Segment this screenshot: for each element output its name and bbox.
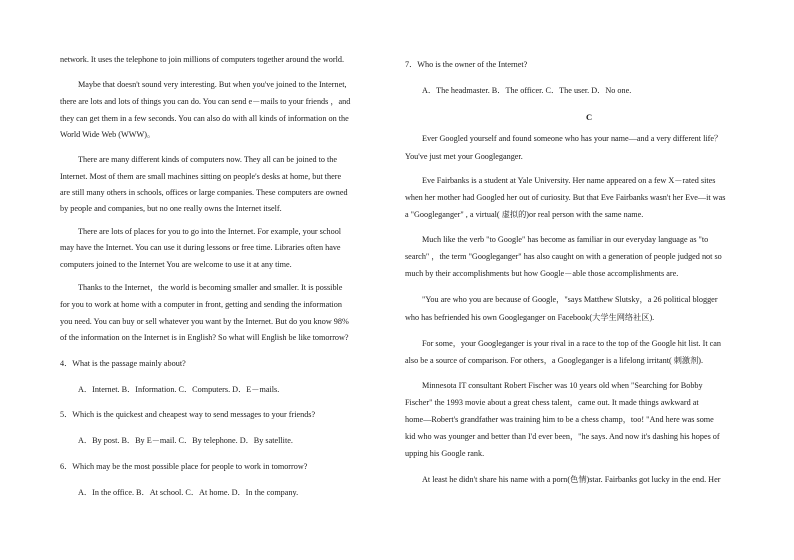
passage-line: by people and companies, but no one really owns the Internet itself. bbox=[60, 204, 282, 213]
passage-line: for you to work at home with a computer in front, getting and sending the information bbox=[60, 300, 342, 309]
question-6: 6．Which may be the most possible place for people to work in tomorrow? bbox=[60, 462, 308, 471]
passage-line: Ever Googled yourself and found someone who has your name—and a very different life？ bbox=[422, 134, 723, 143]
passage-line: Internet. Most of them are small machines sitting on people's desks at home, but there bbox=[60, 172, 342, 181]
question-7-options: A．The headmaster. B．The officer. C．The user. D．No one. bbox=[422, 86, 632, 95]
passage-line: when her mother had Googled her out of curiosity. But that Eve Fairbanks wasn't her Eve—it was bbox=[405, 193, 726, 202]
passage-line: much by their accomplishments but how Google－able those accomplishments are. bbox=[405, 269, 679, 278]
passage-line: search" ，the term "Googleganger" has also caught on with a generation of people judged not so bbox=[405, 252, 722, 261]
passage-line: upping his Google rank. bbox=[405, 449, 485, 458]
question-6-options: A．In the office. B．At school. C．At home. D．In the company. bbox=[78, 488, 299, 497]
passage-line: Fischer" the 1993 movie about a great chess talent，came out. It made things awkward at bbox=[405, 398, 699, 407]
passage-line: There are many different kinds of computers now. They all can be joined to the bbox=[78, 155, 338, 164]
question-5-options: A．By post. B．By E－mail. C．By telephone. D．By satellite. bbox=[78, 436, 293, 445]
passage-line: network. It uses the telephone to join millions of computers together around the world. bbox=[60, 55, 344, 64]
passage-line: a "Googleganger" , a virtual( 虚拟的)or real person with the same name. bbox=[405, 210, 644, 219]
passage-line: You've just met your Googleganger. bbox=[405, 152, 523, 161]
question-4: 4．What is the passage mainly about? bbox=[60, 359, 186, 368]
passage-line: also be a source of comparison. For others，a Googleganger is a lifelong irritant( 刺激剂). bbox=[405, 356, 704, 365]
passage-line: home—Robert's grandfather was training him to be a chess champ，too! "And here was some bbox=[405, 415, 714, 424]
passage-line: may have the Internet. You can use it during lessons or free time. Libraries often have bbox=[60, 243, 341, 252]
passage-line: Much like the verb "to Google" has become as familiar in our everyday language as "to bbox=[422, 235, 709, 244]
passage-line: you need. You can buy or sell whatever you want by the Internet. But do you know 98% bbox=[60, 317, 349, 326]
passage-line: Thanks to the Internet，the world is becoming smaller and smaller. It is possible bbox=[78, 283, 343, 292]
passage-line: There are lots of places for you to go into the Internet. For example, your school bbox=[78, 227, 342, 236]
passage-line: "You are who you are because of Google，"says Matthew Slutsky，a 26 political blogger bbox=[422, 295, 718, 304]
passage-line: For some，your Googleganger is your rival in a race to the top of the Google hit list. It can bbox=[422, 339, 721, 348]
passage-line: At least he didn't share his name with a porn(色情)star. Fairbanks got lucky in the end. Her bbox=[422, 475, 721, 484]
passage-line: there are lots and lots of things you can do. You can send e－mails to your friends ，and bbox=[60, 97, 351, 106]
passage-line: are still many others in schools, offices or large companies. These computers are owned bbox=[60, 188, 348, 197]
passage-line: who has befriended his own Googleganger on Facebook(大学生网络社区). bbox=[405, 313, 655, 322]
question-5: 5．Which is the quickest and cheapest way to send messages to your friends? bbox=[60, 410, 316, 419]
section-letter: C bbox=[586, 112, 593, 122]
question-4-options: A．Internet. B．Information. C．Computers. D．E－mails. bbox=[78, 385, 280, 394]
passage-line: Eve Fairbanks is a student at Yale University. Her name appeared on a few X－rated sites bbox=[422, 176, 716, 185]
passage-line: Maybe that doesn't sound very interesting. But when you've joined to the Internet, bbox=[78, 80, 347, 89]
passage-line: computers joined to the Internet You are welcome to use it at any time. bbox=[60, 260, 292, 269]
passage-line: kid who was younger and better than I'd ever been，"he says. And now it's dashing his hopes of bbox=[405, 432, 720, 441]
passage-line: they can get them in a few seconds. You can also do with all kinds of information on the bbox=[60, 114, 349, 123]
question-7: 7．Who is the owner of the Internet? bbox=[405, 60, 528, 69]
passage-line: of the information on the Internet is in English? So what will English be like tomorrow? bbox=[60, 333, 349, 342]
passage-line: World Wide Web (WWW)。 bbox=[60, 130, 156, 139]
passage-line: Minnesota IT consultant Robert Fischer was 10 years old when "Searching for Bobby bbox=[422, 381, 703, 390]
